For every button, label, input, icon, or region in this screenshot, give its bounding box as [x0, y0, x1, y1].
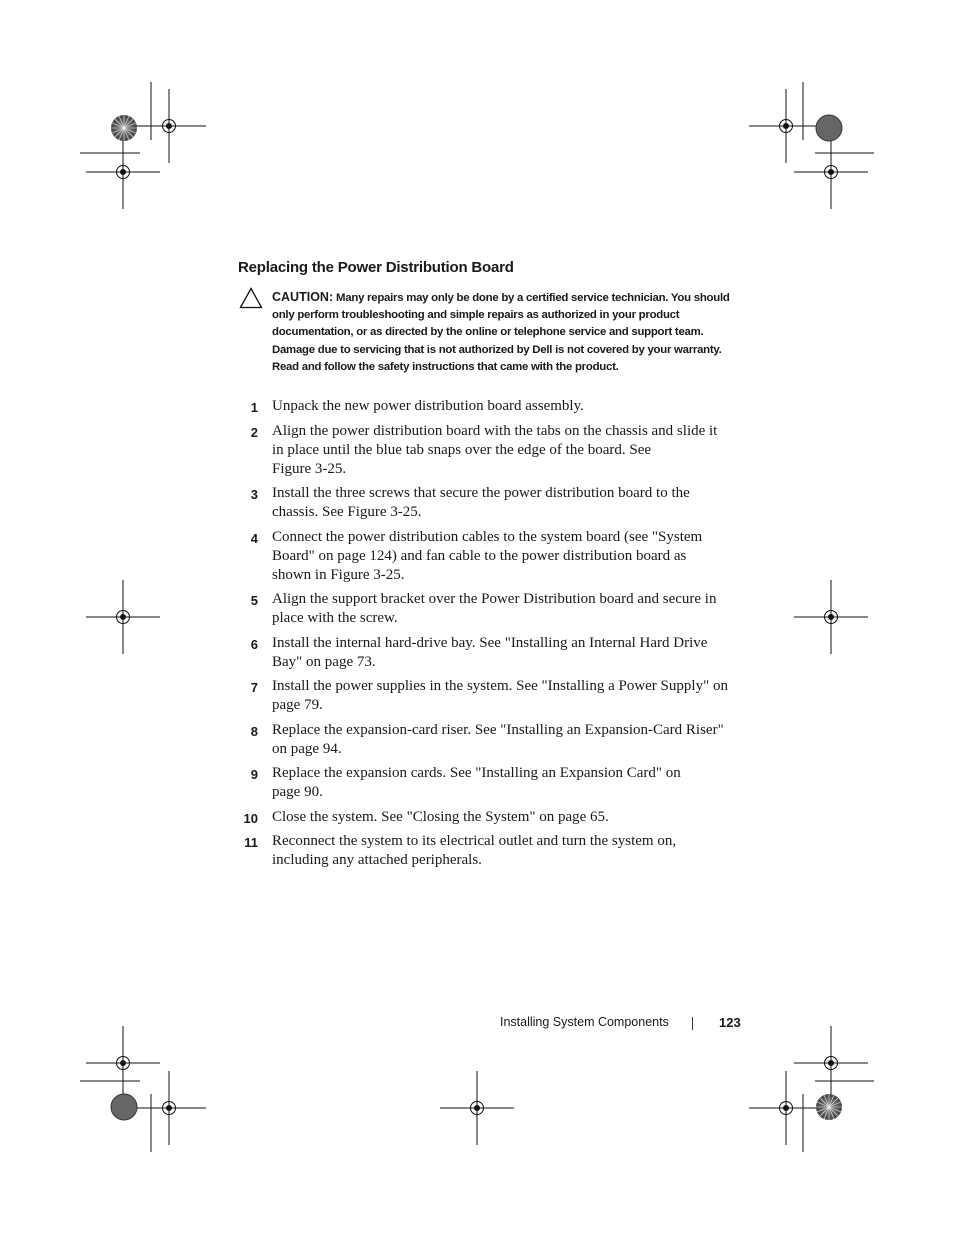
step-item [238, 634, 738, 672]
caution-note [272, 289, 742, 376]
step-text-line: on page 94. [272, 740, 342, 757]
step-number: 8 [250, 723, 258, 739]
step-text-line: Align the support bracket over the Power Distribution board and secure in [272, 591, 717, 607]
step-number: 3 [250, 487, 258, 502]
step-item [238, 832, 738, 870]
step-number: 10 [243, 810, 258, 826]
caution-label: CAUTION: [272, 290, 334, 304]
step-text-line: page 79. [272, 697, 323, 713]
step-item [238, 764, 738, 802]
step-text-line: Align the power distribution board with the tabs on the chassis and slide it [272, 422, 718, 439]
footer-divider [692, 1017, 693, 1030]
step-text-line: Close the system. See "Closing the System" on page 65. [272, 808, 609, 825]
step-text-line: including any attached peripherals. [272, 852, 482, 868]
step-item [238, 422, 738, 479]
procedure-steps [238, 397, 738, 876]
step-item [238, 721, 738, 759]
step-number: 4 [250, 530, 258, 546]
step-item [238, 528, 738, 585]
step-item [238, 397, 738, 416]
step-item [238, 677, 738, 715]
step-item [238, 808, 738, 827]
step-item [238, 484, 738, 522]
step-number: 5 [250, 593, 258, 608]
step-text-line: Bay" on page 73. [272, 653, 376, 670]
caution-text: Many repairs may only be done by a certified service technician. You should only perform troubleshooting and simple repairs as authorized in your product documentation, or as directed by the online or telephone service and support team. Damage due to servicing that is not authorized by Dell is not covered by your warranty. Read and follow the safety instructions that came with the product. [272, 292, 730, 373]
step-text-line: Install the power supplies in the system. See "Installing a Power Supply" on [272, 678, 728, 694]
step-text-line: shown in Figure 3-25. [272, 566, 405, 583]
section-title: Replacing the Power Distribution Board [238, 259, 514, 276]
step-text-line: Replace the expansion-card riser. See "Installing an Expansion-Card Riser" [272, 721, 724, 738]
step-text-line: Connect the power distribution cables to the system board (see "System [272, 528, 703, 545]
step-text-line: Install the internal hard-drive bay. See "Installing an Internal Hard Drive [272, 634, 708, 651]
step-text-line: Reconnect the system to its electrical outlet and turn the system on, [272, 833, 677, 849]
step-text-line: Figure 3-25. [272, 460, 347, 477]
starburst-icon [816, 115, 842, 141]
starburst-icon [111, 115, 137, 141]
step-text-line: page 90. [272, 784, 323, 800]
warning-triangle-icon [239, 287, 263, 309]
step-text-line: Board" on page 124) and fan cable to the power distribution board as [272, 547, 687, 564]
step-text-line: Install the three screws that secure the power distribution board to the [272, 485, 690, 501]
footer-section-name: Installing System Components [500, 1015, 669, 1029]
step-item [238, 590, 738, 628]
step-text-line: place with the screw. [272, 610, 398, 626]
step-number: 7 [250, 680, 258, 695]
step-number: 11 [244, 835, 258, 850]
step-text-line: Replace the expansion cards. See "Installing an Expansion Card" on [272, 765, 681, 781]
step-text-line: Unpack the new power distribution board assembly. [272, 398, 584, 414]
step-text-line: chassis. See Figure 3-25. [272, 504, 422, 520]
step-number: 2 [250, 424, 258, 440]
step-number: 1 [250, 400, 258, 415]
starburst-icon [816, 1094, 842, 1120]
page-number: 123 [719, 1015, 741, 1030]
step-number: 9 [250, 767, 258, 782]
starburst-icon [111, 1094, 137, 1120]
step-text-line: in place until the blue tab snaps over the edge of the board. See [272, 441, 652, 458]
step-number: 6 [250, 636, 258, 652]
